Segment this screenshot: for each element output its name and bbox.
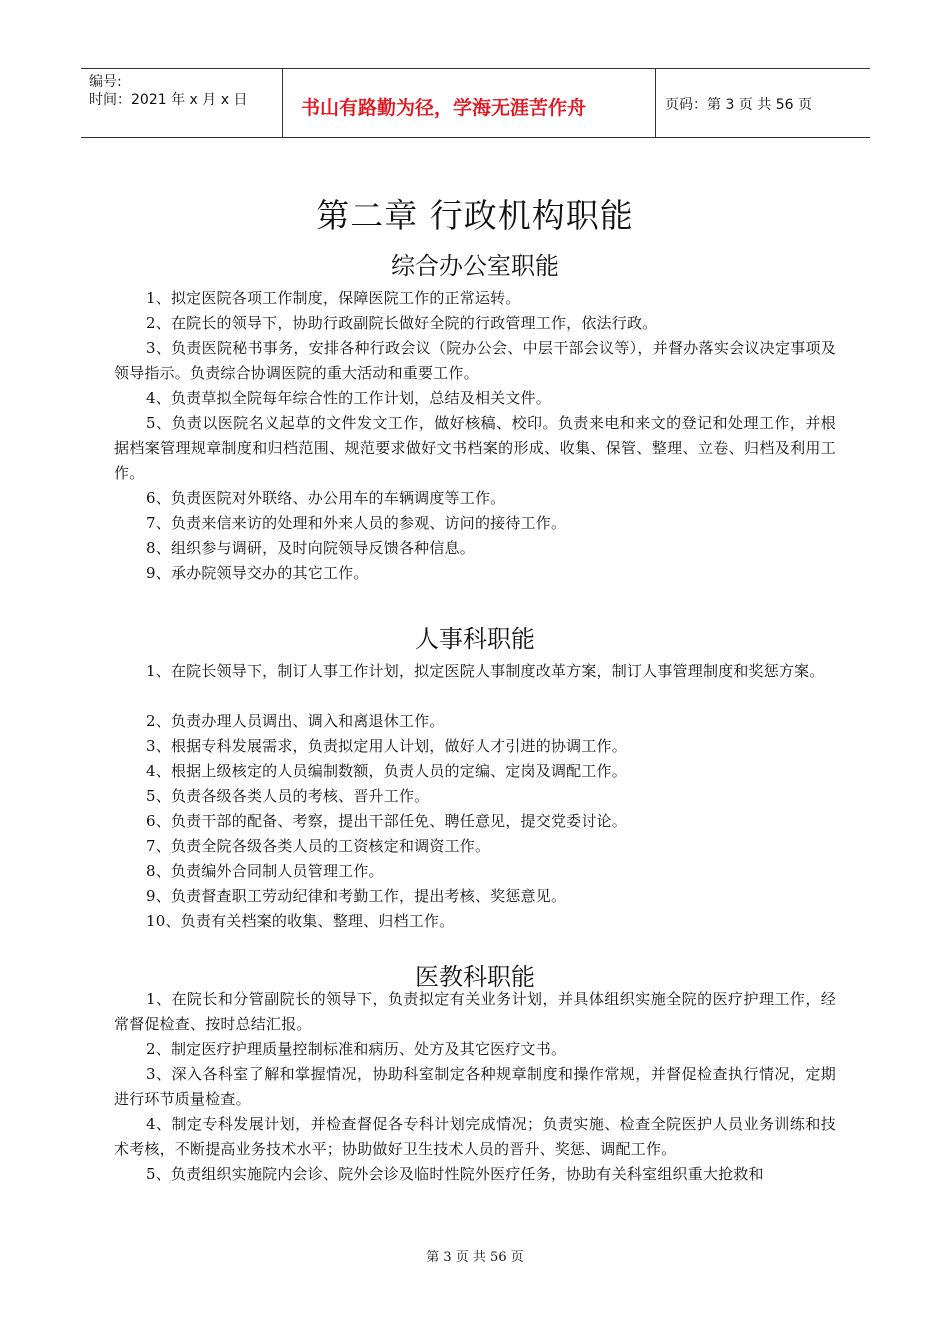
paragraph: 5、负责组织实施院内会诊、院外会诊及临时性院外医疗任务，协助有关科室组织重大抢救和 — [146, 1165, 764, 1183]
header-motto: 书山有路勤为径，学海无涯苦作舟 — [301, 97, 587, 119]
page-footer: 第 3 页 共 56 页 — [426, 1250, 524, 1265]
paragraph: 2、制定医疗护理质量控制标准和病历、处方及其它医疗文书。 — [146, 1040, 567, 1058]
paragraph: 5、负责各级各类人员的考核、晋升工作。 — [146, 787, 430, 805]
paragraph: 2、在院长的领导下，协助行政副院长做好全院的行政管理工作，依法行政。 — [146, 314, 658, 332]
paragraph: 1、拟定医院各项工作制度，保障医院工作的正常运转。 — [146, 289, 521, 307]
paragraph: 9、承办院领导交办的其它工作。 — [146, 564, 369, 582]
paragraph: 10、负责有关档案的收集、整理、归档工作。 — [146, 912, 455, 930]
document-date: 时间：2021 年 x 月 x 日 — [89, 92, 248, 108]
paragraph: 7、负责来信来访的处理和外来人员的参观、访问的接待工作。 — [146, 514, 567, 532]
paragraph: 3、根据专科发展需求，负责拟定用人计划，做好人才引进的协调工作。 — [146, 737, 627, 755]
paragraph: 9、负责督查职工劳动纪律和考勤工作，提出考核、奖惩意见。 — [146, 887, 567, 905]
paragraph: 4、根据上级核定的人员编制数额，负责人员的定编、定岗及调配工作。 — [146, 762, 627, 780]
paragraph: 1、在院长和分管副院长的领导下，负责拟定有关业务计划，并具体组织实施全院的医疗护理工作，经常督促检查、按时总结汇报。 — [114, 990, 836, 1033]
paragraph: 3、深入各科室了解和掌握情况，协助科室制定各种规章制度和操作常规，并督促检查执行情况，定期进行环节质量检查。 — [114, 1065, 836, 1108]
paragraph: 3、负责医院秘书事务，安排各种行政会议（院办公会、中层干部会议等），并督办落实会议决定事项及领导指示。负责综合协调医院的重大活动和重要工作。 — [114, 339, 836, 382]
document-number-label: 编号: — [89, 74, 122, 90]
chapter-title: 第二章 行政机构职能 — [316, 196, 634, 235]
paragraph: 7、负责全院各级各类人员的工资核定和调资工作。 — [146, 837, 491, 855]
paragraph: 8、组织参与调研，及时向院领导反馈各种信息。 — [146, 539, 475, 557]
paragraph: 1、在院长领导下，制订人事工作计划，拟定医院人事制度改革方案，制订人事管理制度和奖惩方案。 — [146, 662, 825, 680]
document-header — [81, 68, 870, 138]
section-title-personnel: 人事科职能 — [415, 625, 535, 653]
header-page-info: 页码：第 3 页 共 56 页 — [665, 97, 812, 113]
paragraph: 5、负责以医院名义起草的文件发文工作，做好核稿、校印。负责来电和来文的登记和处理工作，并根据档案管理规章制度和归档范围、规范要求做好文书档案的形成、收集、保管、整理、立卷、归档及利用工作。 — [114, 414, 836, 482]
paragraph: 4、负责草拟全院每年综合性的工作计划，总结及相关文件。 — [146, 389, 551, 407]
section-title-medical-education: 医教科职能 — [415, 963, 535, 991]
paragraph: 6、负责干部的配备、考察，提出干部任免、聘任意见，提交党委讨论。 — [146, 812, 627, 830]
paragraph: 8、负责编外合同制人员管理工作。 — [146, 862, 384, 880]
header-page-cell — [655, 69, 870, 137]
section-title-general-office: 综合办公室职能 — [391, 252, 559, 280]
paragraph: 4、制定专科发展计划，并检查督促各专科计划完成情况；负责实施、检查全院医护人员业务训练和技术考核，不断提高业务技术水平；协助做好卫生技术人员的晋升、奖惩、调配工作。 — [114, 1115, 836, 1158]
paragraph: 6、负责医院对外联络、办公用车的车辆调度等工作。 — [146, 489, 506, 507]
header-meta — [81, 69, 281, 137]
paragraph: 2、负责办理人员调出、调入和离退休工作。 — [146, 712, 445, 730]
header-motto-cell — [282, 69, 656, 137]
